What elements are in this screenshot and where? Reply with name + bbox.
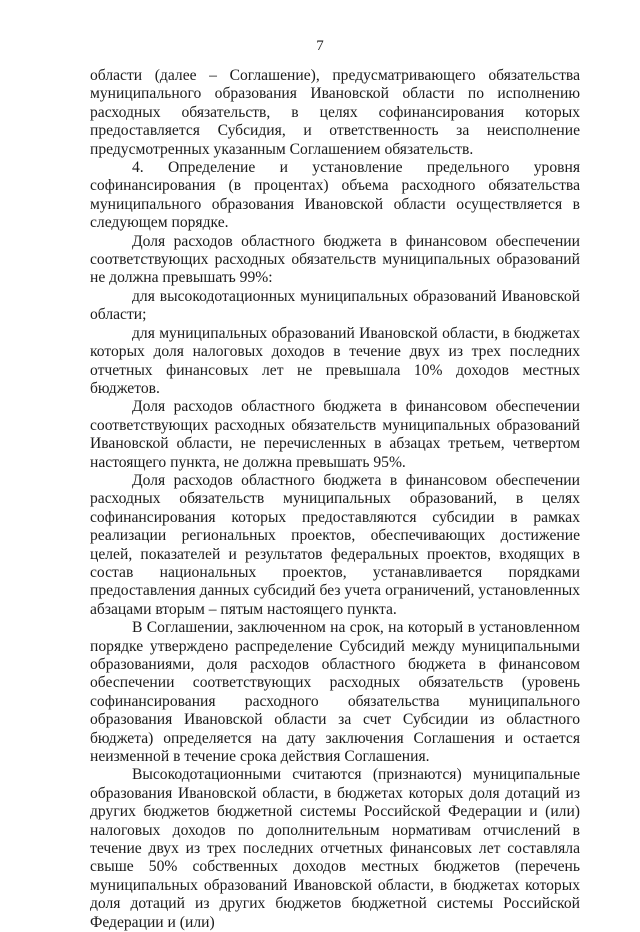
paragraph-share-99: Доля расходов областного бюджета в финансовом обеспечении соответствующих расходных обязательств муниципальных образований не должна превышать 99%: (90, 232, 580, 287)
paragraph-national-projects: Доля расходов областного бюджета в финансовом обеспечении расходных обязательств муниципальных образований, в целях софинансирования которых предоставляются субсидии в рамках реализации региональных проектов, обеспечивающих достижение целей, показателей и результатов федеральных проектов, входящих в состав национальных проектов, устанавливается порядками предоставления данных субсидий без учета ограничений, установленных абзацами вторым – пятым настоящего пункта. (90, 471, 580, 618)
document-body (90, 67, 580, 932)
paragraph-high-subsidized: для высокодотационных муниципальных образований Ивановской области; (90, 287, 580, 324)
paragraph-high-subsidized-definition: Высокодотационными считаются (признаются) муниципальные образования Ивановской области, в бюджетах которых доля дотаций из других бюджетов бюджетной системы Российской Федерации и (или) налоговых доходов по дополнительным нормативам отчислений в течение двух из трех последних отчетных финансовых лет составляла свыше 50% собственных доходов местных бюджетов (перечень муниципальных образований Ивановской области, в бюджетах которых доля дотаций из других бюджетов бюджетной системы Российской Федерации и (или) (90, 766, 580, 931)
paragraph-agreement-obligations: области (далее – Соглашение), предусматривающего обязательства муниципального образования Ивановской области по исполнению расходных обязательств, в целях софинансирования которых предоставляется Субсидия, и ответственность за неисполнение предусмотренных указанным Соглашением обязательств. (90, 67, 580, 158)
page-number: 7 (316, 38, 324, 54)
paragraph-share-95: Доля расходов областного бюджета в финансовом обеспечении соответствующих расходных обязательств муниципальных образований Ивановской области, не перечисленных в абзацах третьем, четвертом настоящего пункта, не должна превышать 95%. (90, 398, 580, 471)
paragraph-agreement-term: В Соглашении, заключенном на срок, на который в установленном порядке утверждено распределение Субсидий между муниципальными образованиями, доля расходов областного бюджета в финансовом обеспечении соответствующих расходных обязательств (уровень софинансирования расходного обязательства муниципального образования Ивановской области за счет Субсидии из областного бюджета) определяется на дату заключения Соглашения и остается неизменной в течение срока действия Соглашения. (90, 619, 580, 766)
paragraph-tax-income-10: для муниципальных образований Ивановской области, в бюджетах которых доля налоговых доходов в течение двух из трех последних отчетных финансовых лет не превышала 10% доходов местных бюджетов. (90, 324, 580, 397)
paragraph-item-4: 4. Определение и установление предельного уровня софинансирования (в процентах) объема расходного обязательства муниципального образования Ивановской области осуществляется в следующем порядке. (90, 159, 580, 232)
